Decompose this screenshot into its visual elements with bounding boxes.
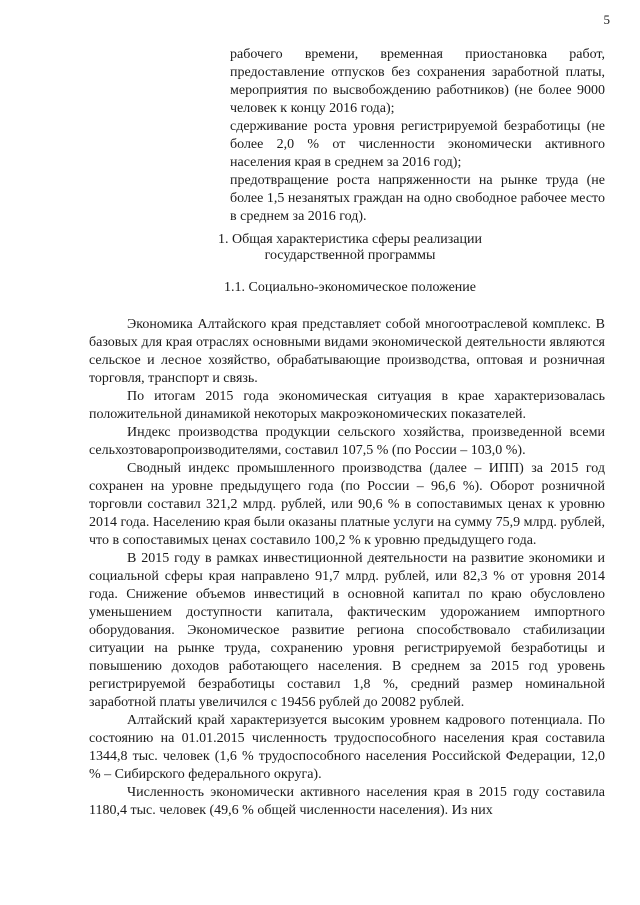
list-item: сдерживание роста уровня регистрируемой безработицы (не более 2,0 % от численности экономически активного населения края в среднем за 2016 год); xyxy=(230,119,605,170)
section-heading-line-2: государственной программы xyxy=(264,248,436,263)
paragraph: Экономика Алтайского края представляет собой многоотраслевой комплекс. В базовых для края отраслях основными видами экономической деятельности являются сельское и лесное хозяйство, обрабатывающие производства, оптовая и розничная торговля, транспорт и связь. xyxy=(89,317,605,386)
section-heading xyxy=(120,232,580,264)
goals-list xyxy=(230,46,605,226)
subsection-heading: 1.1. Социально-экономическое положение xyxy=(224,280,476,295)
paragraph: Индекс производства продукции сельского хозяйства, произведенной всеми сельхозтоваропроизводителями, составил 107,5 % (по России – 103,0 %). xyxy=(89,425,605,458)
paragraph: В 2015 году в рамках инвестиционной деятельности на развитие экономики и социальной сферы края направлено 91,7 млрд. рублей, или 82,3 % от уровня 2014 года. Снижение объемов инвестиций в основной капитал по краю обусловлено уменьшением доступности капитала, фактическим удорожанием импортного оборудования. Экономическое развитие региона способствовало стабилизации ситуации на рынке труда, сохранению уровня регистрируемой безработицы и повышению доходов работающего населения. В среднем за 2015 год уровень регистрируемой безработицы составил 1,8 %, средний размер номинальной заработной платы увеличился с 19456 рублей до 20082 рублей. xyxy=(89,551,605,710)
paragraph: Алтайский край характеризуется высоким уровнем кадрового потенциала. По состоянию на 01.01.2015 численность трудоспособного населения края составила 1344,8 тыс. человек (1,6 % трудоспособного населения Российской Федерации, 12,0 % – Сибирского федерального округа). xyxy=(89,713,605,782)
page-number: 5 xyxy=(603,12,610,27)
list-item: предотвращение роста напряженности на рынке труда (не более 1,5 незанятых граждан на одно свободное рабочее место в среднем за 2016 год). xyxy=(230,173,605,224)
body-text xyxy=(89,316,605,820)
paragraph: Сводный индекс промышленного производства (далее – ИПП) за 2015 год сохранен на уровне предыдущего года (по России – 96,6 %). Оборот розничной торговли составил 321,2 млрд. рублей, или 90,6 % в сопоставимых ценах к уровню 2014 года. Населению края были оказаны платные услуги на сумму 75,9 млрд. рублей, что в сопоставимых ценах составило 100,2 % к уровню предыдущего года. xyxy=(89,461,605,548)
section-heading-line-1: 1. Общая характеристика сферы реализации xyxy=(218,232,482,247)
paragraph: По итогам 2015 года экономическая ситуация в крае характеризовалась положительной динамикой некоторых макроэкономических показателей. xyxy=(89,389,605,422)
paragraph: Численность экономически активного населения края в 2015 году составила 1180,4 тыс. человек (49,6 % общей численности населения). Из них xyxy=(89,785,605,818)
list-item: рабочего времени, временная приостановка работ, предоставление отпусков без сохранения заработной платы, мероприятия по высвобождению работников) (не более 9000 человек к концу 2016 года); xyxy=(230,47,605,116)
